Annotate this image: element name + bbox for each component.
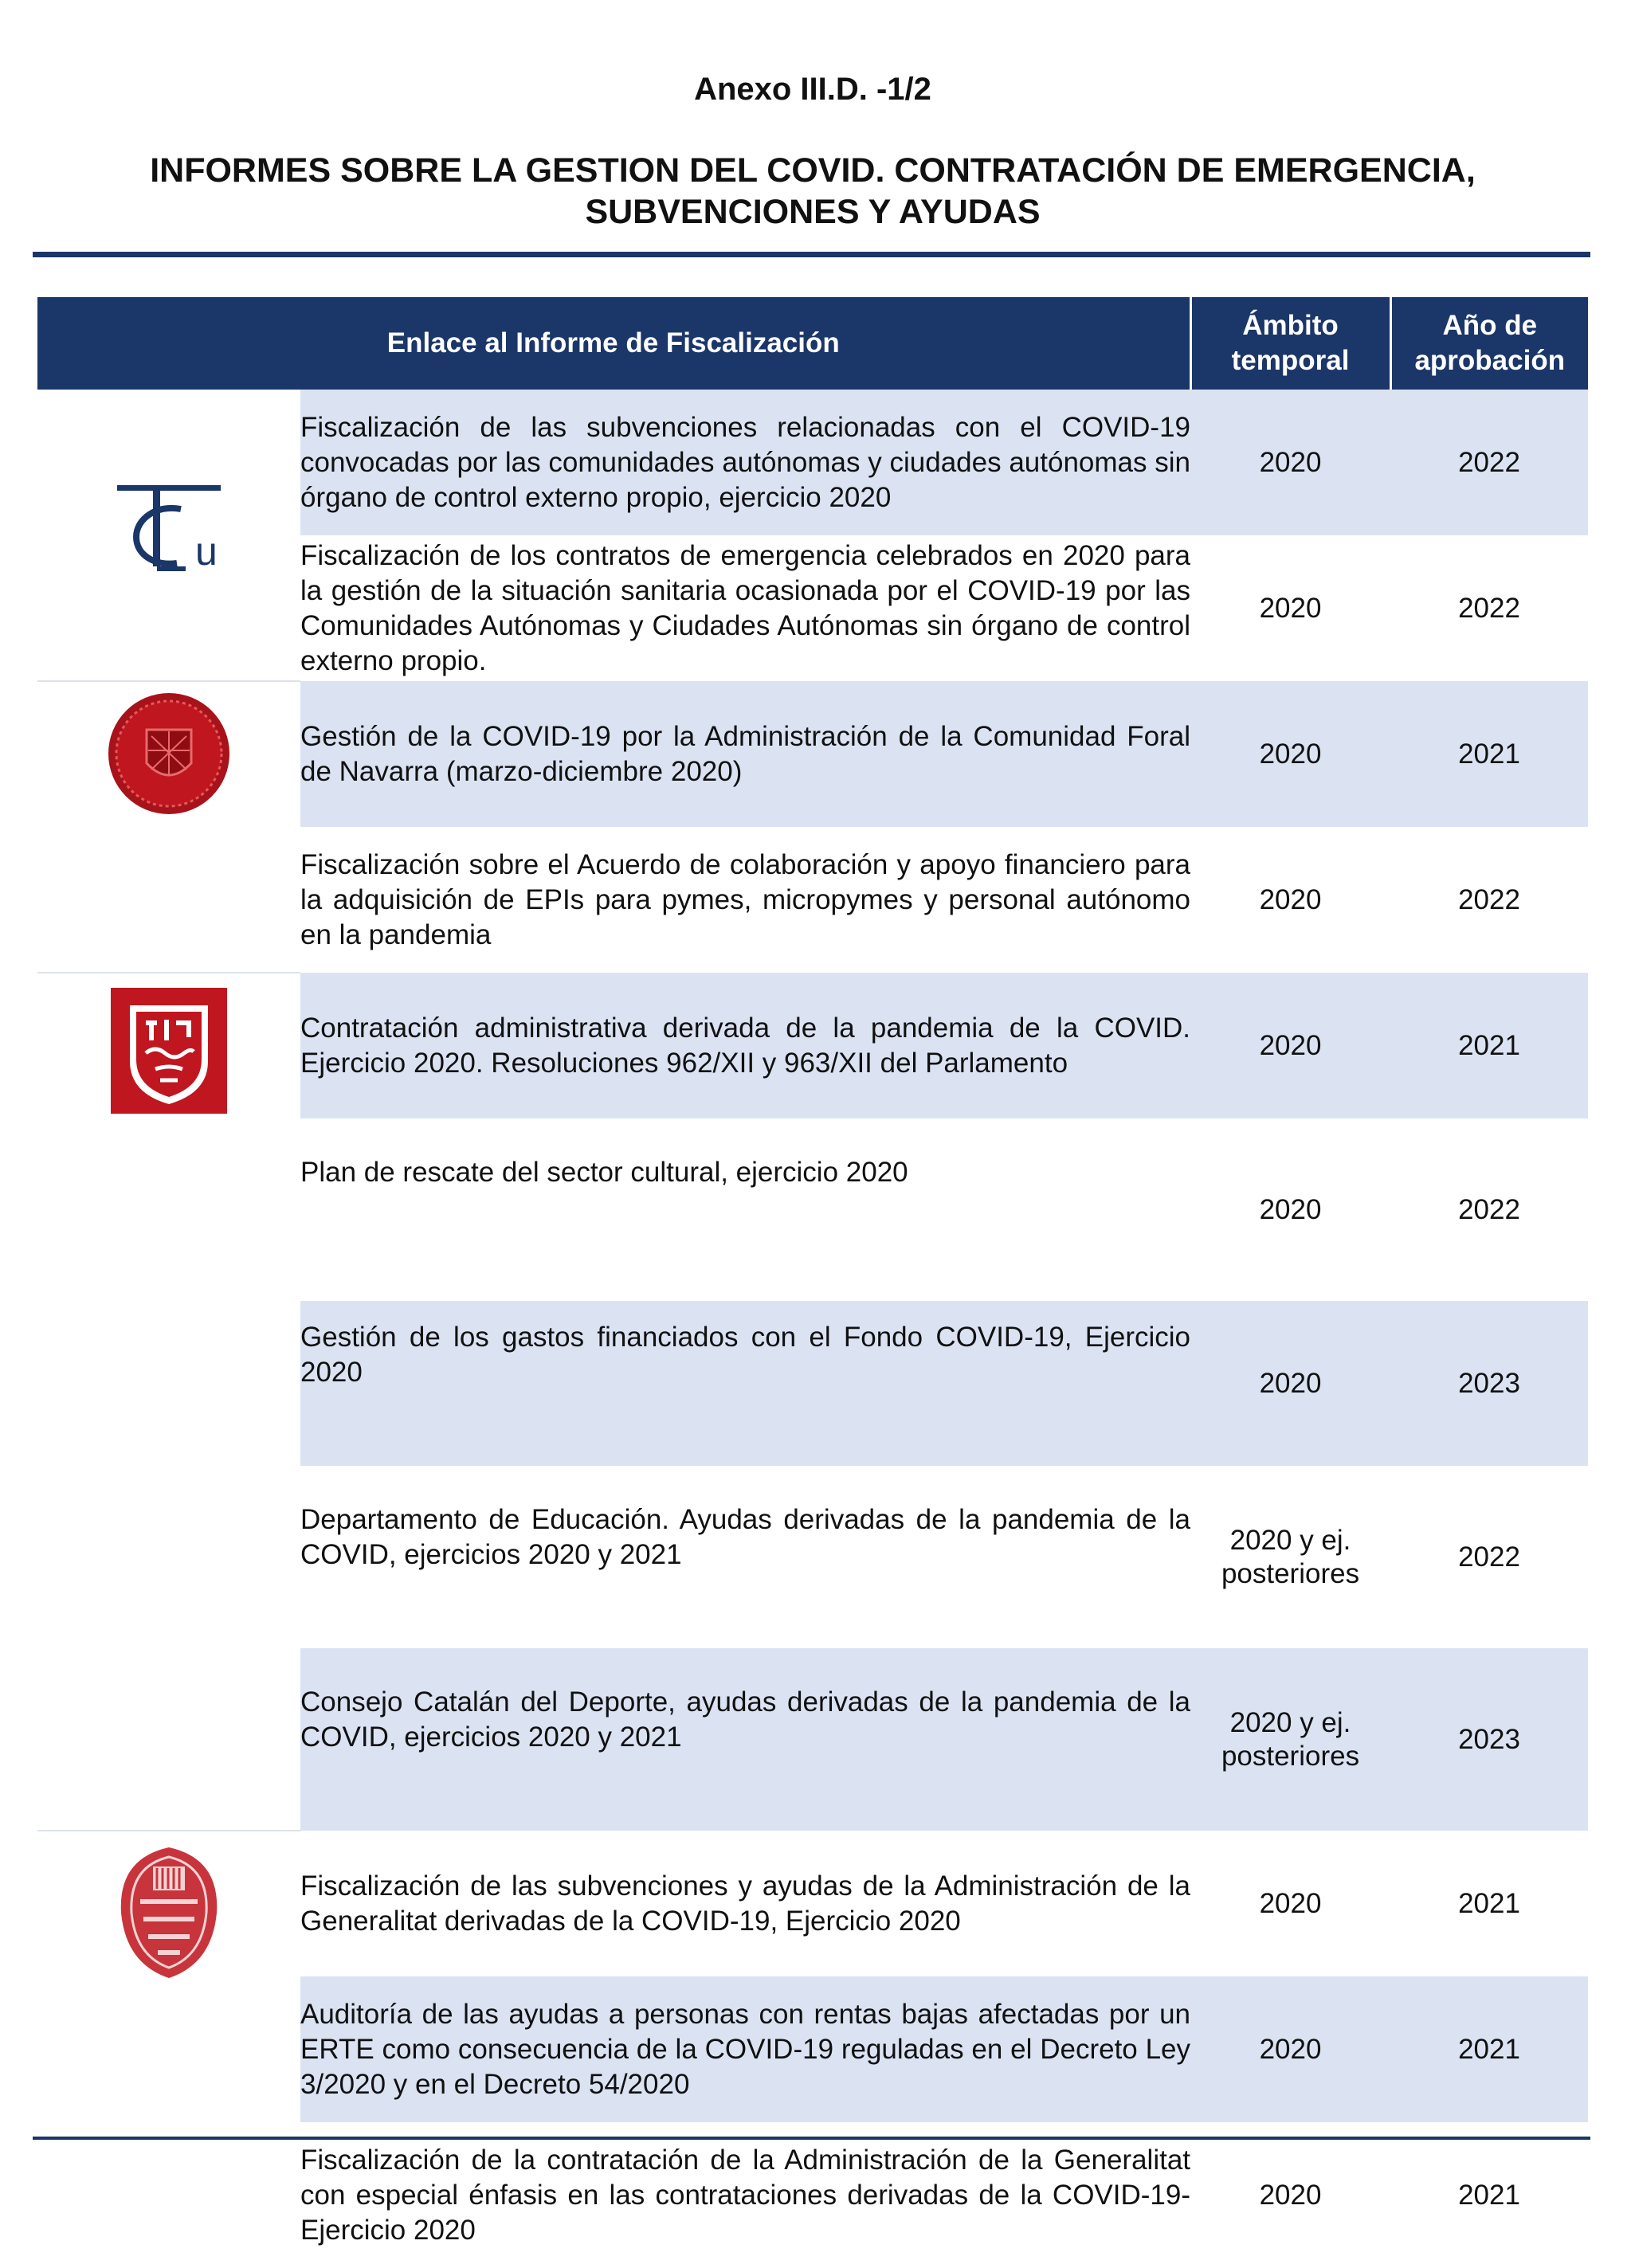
report-title[interactable] [300,1118,1190,1301]
column-header-approval-year: Año de aprobación [1390,297,1588,390]
column-header-report-link: Enlace al Informe de Fiscalización [37,297,1190,390]
approval-year-cell: 2021 [1458,1887,1520,1919]
institution-logo-cell [37,681,300,973]
approval-year-cell: 2021 [1458,2179,1520,2211]
institution-logo-cell [37,1831,300,2268]
scope-cell: 2020 [1259,2179,1322,2211]
report-link[interactable]: Plan de rescate del sector cultural, ejercicio 2020 [300,1157,908,1188]
svg-text:u: u [195,529,218,574]
tcu-emblem-icon [109,477,229,589]
approval-year-cell: 2023 [1390,1301,1588,1466]
report-title[interactable] [300,1976,1190,2122]
approval-year-cell: 2021 [1390,973,1588,1118]
report-title[interactable] [300,827,1190,973]
approval-year-cell: 2023 [1390,1648,1588,1831]
report-title[interactable] [300,681,1190,827]
page-title [0,150,1625,233]
bottom-divider [33,2137,1590,2140]
scope-cell: 2020 [1190,1301,1390,1466]
reports-table [37,297,1588,2268]
report-title[interactable] [300,1466,1190,1648]
red-oval-seal-icon [113,1844,225,1981]
report-link[interactable]: Departamento de Educación. Ayudas derivadas de la pandemia de la COVID, ejercicios 2020 y 2021 [300,1504,1191,1570]
table-row [37,973,1588,1118]
report-link[interactable]: Fiscalización de las subvenciones y ayudas de la Administración de la Generalitat derivadas de la COVID-19, Ejercicio 2020 [300,1870,1191,1937]
page-title-line-2: SUBVENCIONES Y AYUDAS [585,193,1041,231]
report-title[interactable] [300,973,1190,1118]
scope-cell: 2020 [1190,1976,1390,2122]
report-title[interactable] [300,1831,1190,1976]
report-link[interactable]: Contratación administrativa derivada de la pandemia de la COVID. Ejercicio 2020. Resoluciones 962/XII y 963/XII del Parlamento [300,1012,1191,1079]
approval-year-cell: 2021 [1390,1976,1588,2122]
institution-logo-cell [37,390,300,681]
scope-cell: 2020 [1259,592,1322,624]
report-link[interactable]: Gestión de la COVID-19 por la Administración de la Comunidad Foral de Navarra (marzo-diciembre 2020) [300,720,1191,787]
table-row [37,1831,1588,1976]
red-wax-seal-icon [105,690,233,817]
red-shield-emblem-icon [111,988,227,1114]
table-header-row [37,297,1588,390]
approval-year-cell: 2021 [1390,681,1588,827]
annex-number: Anexo III.D. -1/2 [694,72,931,107]
scope-cell: 2020 [1190,973,1390,1118]
report-title[interactable] [300,1301,1190,1466]
report-link[interactable]: Auditoría de las ayudas a personas con rentas bajas afectadas por un ERTE como consecuencia de la COVID-19 reguladas en el Decreto Ley 3/2020 y en el Decreto 54/2020 [300,1998,1191,2100]
column-header-scope: Ámbito temporal [1190,297,1390,390]
report-link[interactable]: Fiscalización de los contratos de emergencia celebrados en 2020 para la gestión de la situación sanitaria ocasionada por el COVID-19 por las Comunidades Autónomas y Ciudades Autónomas sin órgano de control externo propio. [300,539,1191,676]
scope-cell: 2020 [1190,681,1390,827]
report-link[interactable]: Fiscalización de las subvenciones relacionadas con el COVID-19 convocadas por las comunidades autónomas y ciudades autónomas sin órgano de control externo propio, ejercicio 2020 [300,411,1191,513]
institution-logo-cell [37,973,300,1831]
report-title[interactable] [300,2122,1190,2268]
approval-year-cell: 2022 [1458,1541,1520,1573]
scope-cell: 2020 [1259,1887,1322,1919]
report-title[interactable] [300,1648,1190,1831]
report-link[interactable]: Fiscalización de la contratación de la Administración de la Generalitat con especial énfasis en las contrataciones derivadas de la COVID-19- Ejercicio 2020 [300,2144,1191,2246]
report-link[interactable]: Gestión de los gastos financiados con el Fondo COVID-19, Ejercicio 2020 [300,1322,1191,1388]
approval-year-cell: 2022 [1458,1193,1520,1225]
scope-cell: 2020 y ej. posteriores [1221,1524,1360,1589]
page-title-line-1: INFORMES SOBRE LA GESTION DEL COVID. CONTRATACIÓN DE EMERGENCIA, [150,151,1476,190]
title-divider [33,252,1590,257]
scope-cell: 2020 [1259,1193,1322,1225]
scope-cell: 2020 [1190,390,1390,535]
approval-year-cell: 2022 [1458,592,1520,624]
approval-year-cell: 2022 [1458,883,1520,915]
table-row [37,390,1588,535]
approval-year-cell: 2022 [1390,390,1588,535]
report-link[interactable]: Fiscalización sobre el Acuerdo de colaboración y apoyo financiero para la adquisición de EPIs para pymes, micropymes y personal autónomo en la pandemia [300,848,1191,950]
scope-cell: 2020 [1259,883,1322,915]
report-title[interactable] [300,535,1190,681]
table-row [37,681,1588,827]
report-link[interactable]: Consejo Catalán del Deporte, ayudas derivadas de la pandemia de la COVID, ejercicios 2020 y 2021 [300,1686,1191,1753]
scope-cell: 2020 y ej. posteriores [1190,1648,1390,1831]
report-title[interactable] [300,390,1190,535]
